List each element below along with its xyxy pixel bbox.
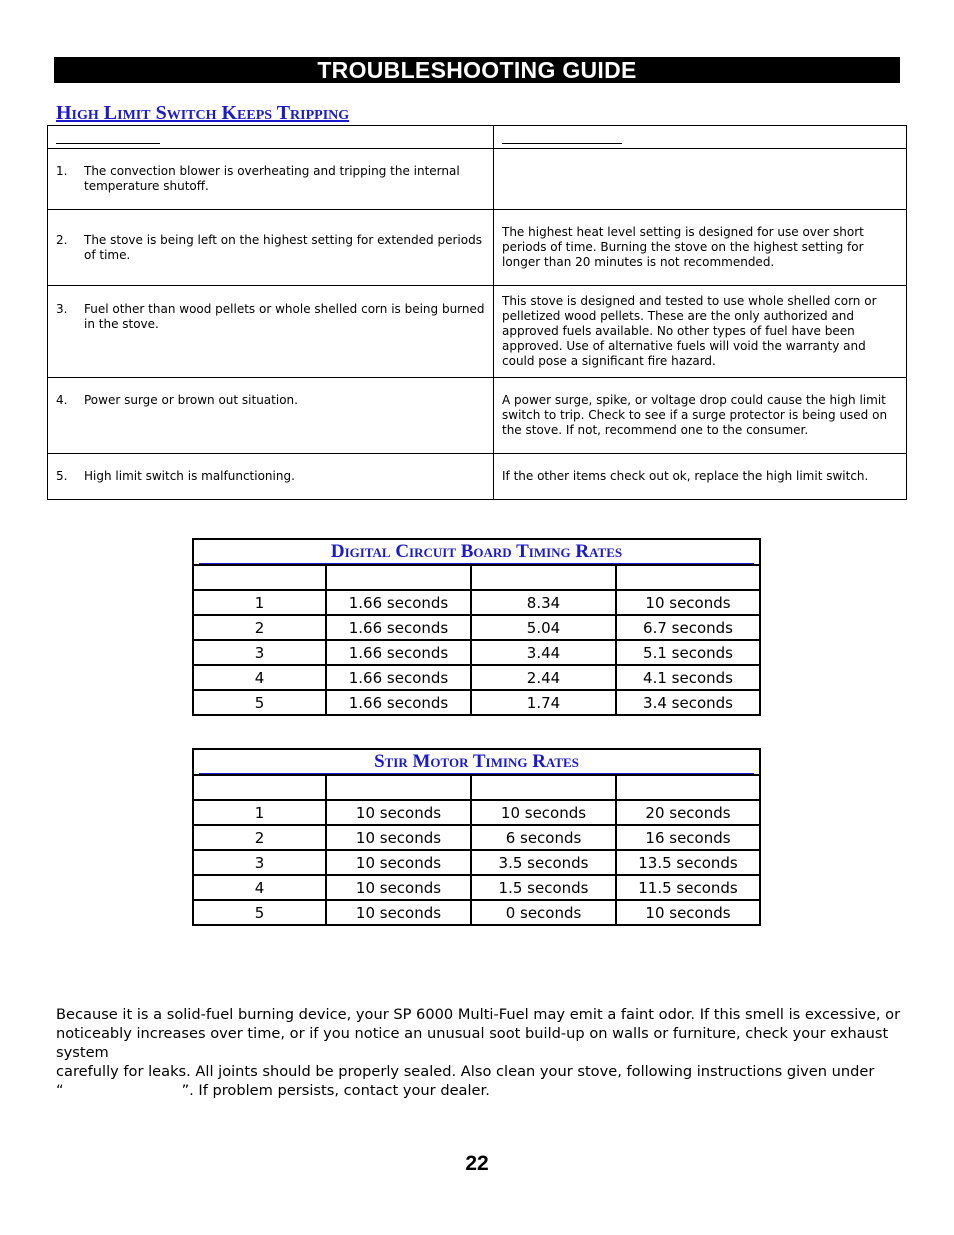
setting-cell: 5	[193, 900, 326, 925]
digital-timing-table	[192, 538, 761, 716]
off-time-cell: 6 seconds	[471, 825, 616, 850]
total-cell: 11.5 seconds	[616, 875, 760, 900]
table-row	[48, 286, 907, 378]
setting-cell: 4	[193, 665, 326, 690]
solution-cell: This stove is designed and tested to use whole shelled corn or pelletized wood pellets. These are the only authorized and approved fuels available. No other types of fuel have been approved. Use of alternative fuels will void the warranty and could pose a significant fire hazard.	[494, 286, 907, 378]
table-row	[48, 149, 907, 210]
on-time-cell: 1.66 seconds	[326, 690, 471, 715]
cause-cell	[48, 378, 494, 454]
setting-cell: 3	[193, 850, 326, 875]
setting-cell: 1	[193, 800, 326, 825]
cause-text: The convection blower is overheating and tripping the internal temperature shutoff.	[84, 164, 460, 193]
note-line: noticeably increases over time, or if you notice an unusual soot build-up on walls or furniture, check your exhaust system	[56, 1025, 889, 1061]
cause-text: The stove is being left on the highest setting for extended periods of time.	[84, 232, 482, 262]
digital-timing-heading: Digital Circuit Board Timing Rates	[199, 541, 754, 564]
solution-cell: If the other items check out ok, replace the high limit switch.	[494, 454, 907, 500]
table-row	[48, 210, 907, 286]
table-row	[48, 454, 907, 500]
table-row	[193, 590, 760, 615]
digital-timing-caption-cell	[193, 539, 760, 565]
on-time-cell: 1.66 seconds	[326, 590, 471, 615]
table-header-row	[48, 126, 907, 149]
stir-timing-table	[192, 748, 761, 926]
item-number: 2.	[56, 232, 68, 247]
total-cell: 4.1 seconds	[616, 665, 760, 690]
solution-header-cell	[494, 126, 907, 149]
setting-cell: 5	[193, 690, 326, 715]
table-row	[193, 665, 760, 690]
on-time-cell: 10 seconds	[326, 800, 471, 825]
total-cell: 5.1 seconds	[616, 640, 760, 665]
cause-text: High limit switch is malfunctioning.	[84, 469, 295, 483]
on-time-cell: 1.66 seconds	[326, 615, 471, 640]
total-cell: 6.7 seconds	[616, 615, 760, 640]
note-line: carefully for leaks. All joints should be properly sealed. Also clean your stove, following instructions given under	[56, 1063, 875, 1080]
on-time-cell: 10 seconds	[326, 875, 471, 900]
odor-note-paragraph	[56, 1005, 906, 1100]
item-number: 5.	[56, 469, 68, 483]
on-time-cell: 10 seconds	[326, 825, 471, 850]
item-number: 3.	[56, 302, 68, 316]
on-time-cell: 10 seconds	[326, 900, 471, 925]
solution-cell: The highest heat level setting is designed for use over short periods of time. Burning the stove on the highest setting for longer than 20 minutes is not recommended.	[494, 210, 907, 286]
off-time-cell: 3.5 seconds	[471, 850, 616, 875]
setting-cell: 1	[193, 590, 326, 615]
off-time-cell: 5.04	[471, 615, 616, 640]
total-cell: 20 seconds	[616, 800, 760, 825]
cause-cell	[48, 149, 494, 210]
on-time-cell: 10 seconds	[326, 850, 471, 875]
total-cell: 10 seconds	[616, 900, 760, 925]
total-cell: 16 seconds	[616, 825, 760, 850]
table-row	[48, 378, 907, 454]
table-row	[193, 640, 760, 665]
off-time-cell: 8.34	[471, 590, 616, 615]
solution-cell	[494, 149, 907, 210]
setting-cell: 2	[193, 615, 326, 640]
off-time-cell: 0 seconds	[471, 900, 616, 925]
total-cell: 13.5 seconds	[616, 850, 760, 875]
setting-cell: 3	[193, 640, 326, 665]
high-limit-heading: High Limit Switch Keeps Tripping	[56, 102, 350, 124]
total-cell: 10 seconds	[616, 590, 760, 615]
on-time-cell: 1.66 seconds	[326, 665, 471, 690]
total-cell: 3.4 seconds	[616, 690, 760, 715]
stir-timing-caption-cell	[193, 749, 760, 775]
on-time-cell: 1.66 seconds	[326, 640, 471, 665]
off-time-cell: 1.74	[471, 690, 616, 715]
page-number: 22	[465, 1152, 489, 1175]
table-row	[193, 900, 760, 925]
open-quote: “	[56, 1082, 64, 1099]
cause-text: Fuel other than wood pellets or whole shelled corn is being burned in the stove.	[84, 302, 485, 331]
setting-cell: 4	[193, 875, 326, 900]
item-number: 4.	[56, 393, 68, 407]
note-line-end: ”. If problem persists, contact your dealer.	[181, 1082, 490, 1099]
table-row	[193, 800, 760, 825]
high-limit-table	[47, 125, 907, 500]
table-header-row	[193, 565, 760, 590]
table-row	[193, 875, 760, 900]
cause-cell	[48, 454, 494, 500]
note-line	[56, 1081, 906, 1100]
cause-text: Power surge or brown out situation.	[84, 393, 298, 407]
table-row	[193, 825, 760, 850]
table-row	[193, 615, 760, 640]
cause-cell	[48, 210, 494, 286]
cause-header-cell	[48, 126, 494, 149]
item-number: 1.	[56, 164, 68, 178]
page-title: TROUBLESHOOTING GUIDE	[54, 57, 900, 83]
off-time-cell: 1.5 seconds	[471, 875, 616, 900]
off-time-cell: 10 seconds	[471, 800, 616, 825]
solution-cell: A power surge, spike, or voltage drop could cause the high limit switch to trip. Check to see if a surge protector is being used on the stove. If not, recommend one to the consumer.	[494, 378, 907, 454]
off-time-cell: 2.44	[471, 665, 616, 690]
table-row	[193, 850, 760, 875]
table-row	[193, 690, 760, 715]
setting-cell: 2	[193, 825, 326, 850]
off-time-cell: 3.44	[471, 640, 616, 665]
stir-timing-heading: Stir Motor Timing Rates	[199, 751, 754, 774]
table-header-row	[193, 775, 760, 800]
note-line: Because it is a solid-fuel burning device, your SP 6000 Multi-Fuel may emit a faint odor. If this smell is excessive, or	[56, 1006, 901, 1023]
cause-cell	[48, 286, 494, 378]
